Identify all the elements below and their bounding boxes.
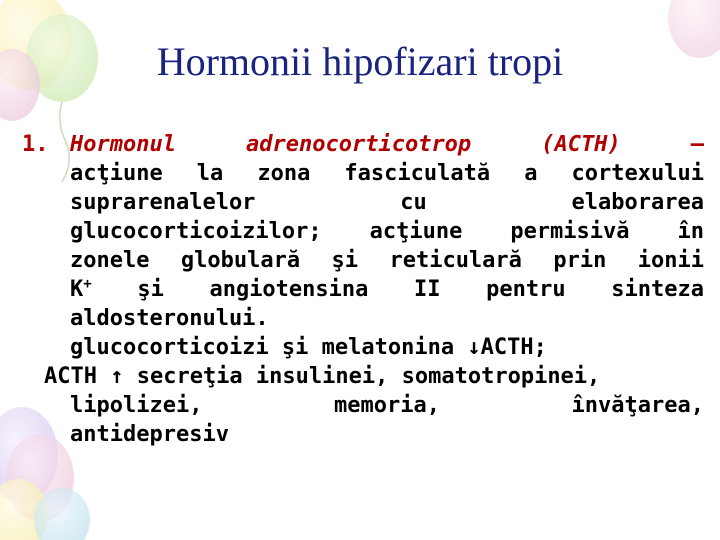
text-line-antidepresiv: antidepresiv xyxy=(70,422,229,447)
text-line-1: acţiune la zona fasciculată a cortexului xyxy=(70,161,704,186)
slide-title: Hormonii hipofizari tropi xyxy=(156,39,564,84)
text-line-4: zonele globulară şi reticulară prin ionii xyxy=(70,248,704,273)
text-line-5 xyxy=(70,275,704,304)
text-line-lipolizei: lipolizei, memoria, învăţarea, xyxy=(70,393,704,418)
lead-text: Hormonul adrenocorticotrop (ACTH) xyxy=(70,132,621,157)
k-symbol: K xyxy=(70,277,84,302)
item-body xyxy=(70,130,704,333)
k-superscript: + xyxy=(83,276,92,292)
text-line-gluco: glucocorticoizi şi melatonina ↓ACTH; xyxy=(70,335,547,360)
text-line-3: glucocorticoizilor; acţiune permisivă în xyxy=(70,219,704,244)
lead-dash: – xyxy=(690,132,705,157)
slide-content xyxy=(22,130,704,449)
text-line-6: aldosteronului. xyxy=(70,306,269,331)
list-item xyxy=(22,130,704,333)
item-number: 1. xyxy=(22,132,49,157)
lead-line xyxy=(70,130,704,159)
text-line-acth: ACTH ↑ secreţia insulinei, somatotropinei, xyxy=(44,364,601,389)
k-line-rest: şi angiotensina II pentru sinteza xyxy=(91,277,704,302)
text-line-2: suprarenalelor cu elaborarea xyxy=(70,190,704,215)
